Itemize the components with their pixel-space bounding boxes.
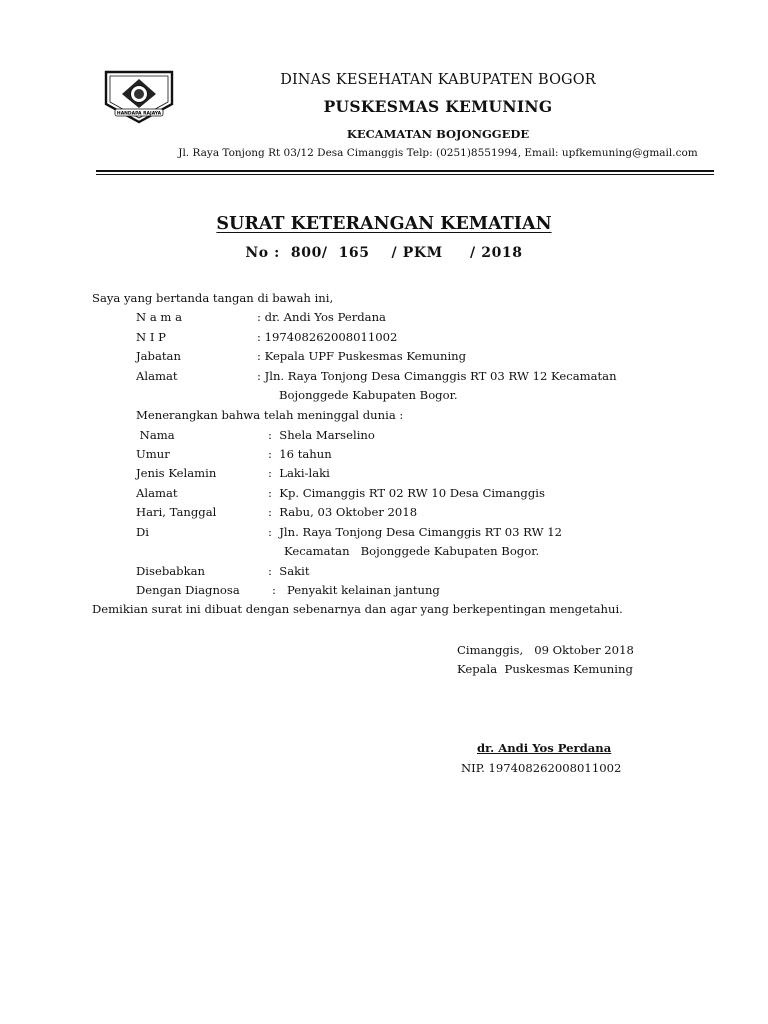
document-title	[0, 214, 768, 234]
letterhead-agency: DINAS KESEHATAN KABUPATEN BOGOR	[280, 72, 596, 88]
deceased-jk-label: Jenis Kelamin	[136, 466, 217, 480]
deceased-diagnosa-value: : Penyakit kelainan jantung	[272, 583, 440, 597]
deceased-alamat-label: Alamat	[136, 486, 178, 500]
signer-jabatan-value: : Kepala UPF Puskesmas Kemuning	[257, 349, 467, 363]
deceased-jk-value: : Laki-laki	[268, 466, 330, 480]
deceased-umur-value: : 16 tahun	[268, 447, 332, 461]
deceased-sebab-label: Disebabkan	[136, 564, 205, 578]
intro-text: Saya yang bertanda tangan di bawah ini,	[92, 291, 334, 305]
deceased-nama-value: : Shela Marselino	[268, 428, 375, 442]
signer-alamat-value-1: : Jln. Raya Tonjong Desa Cimanggis RT 03 RW 12 Kecamatan	[257, 369, 617, 383]
signature-name: dr. Andi Yos Perdana	[477, 741, 612, 755]
document-number: No : 800/ 165 / PKM / 2018	[245, 245, 523, 261]
deceased-hari-label: Hari, Tanggal	[136, 505, 217, 519]
statement-text: Menerangkan bahwa telah meninggal dunia :	[136, 408, 404, 422]
document-title-text: SURAT KETERANGAN KEMATIAN	[216, 214, 552, 234]
signer-nip-value: : 197408262008011002	[257, 330, 398, 344]
deceased-di-label: Di	[136, 525, 150, 539]
letterhead-institution: PUSKESMAS KEMUNING	[323, 97, 553, 116]
signer-name-label: N a m a	[136, 310, 183, 324]
signer-alamat-label: Alamat	[136, 369, 178, 383]
signer-name-value: : dr. Andi Yos Perdana	[257, 310, 386, 324]
letterhead-rule-thick	[96, 170, 714, 172]
signature-nip: NIP. 197408262008011002	[461, 761, 622, 775]
deceased-umur-label: Umur	[136, 447, 170, 461]
signature-position: Kepala Puskesmas Kemuning	[457, 662, 633, 676]
signer-alamat-value-2: Bojonggede Kabupaten Bogor.	[279, 388, 458, 402]
signature-place-date: Cimanggis, 09 Oktober 2018	[457, 643, 634, 657]
deceased-diagnosa-label: Dengan Diagnosa	[136, 583, 240, 597]
deceased-sebab-value: : Sakit	[268, 564, 310, 578]
deceased-alamat-value: : Kp. Cimanggis RT 02 RW 10 Desa Cimanggis	[268, 486, 545, 500]
signer-nip-label: N I P	[136, 330, 166, 344]
logo-motto: HANDAPA RAJAYA	[116, 111, 162, 117]
letterhead-district: KECAMATAN BOJONGGEDE	[346, 127, 530, 141]
letterhead-rule-thin	[96, 174, 714, 175]
deceased-di-value-2: Kecamatan Bojonggede Kabupaten Bogor.	[284, 544, 540, 558]
deceased-hari-value: : Rabu, 03 Oktober 2018	[268, 505, 418, 519]
signer-jabatan-label: Jabatan	[136, 349, 181, 363]
closing-text: Demikian surat ini dibuat dengan sebenarnya dan agar yang berkepentingan mengetahui.	[92, 602, 623, 616]
deceased-di-value-1: : Jln. Raya Tonjong Desa Cimanggis RT 03 RW 12	[268, 525, 563, 539]
deceased-nama-label: Nama	[136, 428, 175, 442]
letterhead-address: Jl. Raya Tonjong Rt 03/12 Desa Cimanggis Telp: (0251)8551994, Email: upfkemuning@gmail.com	[178, 147, 698, 159]
